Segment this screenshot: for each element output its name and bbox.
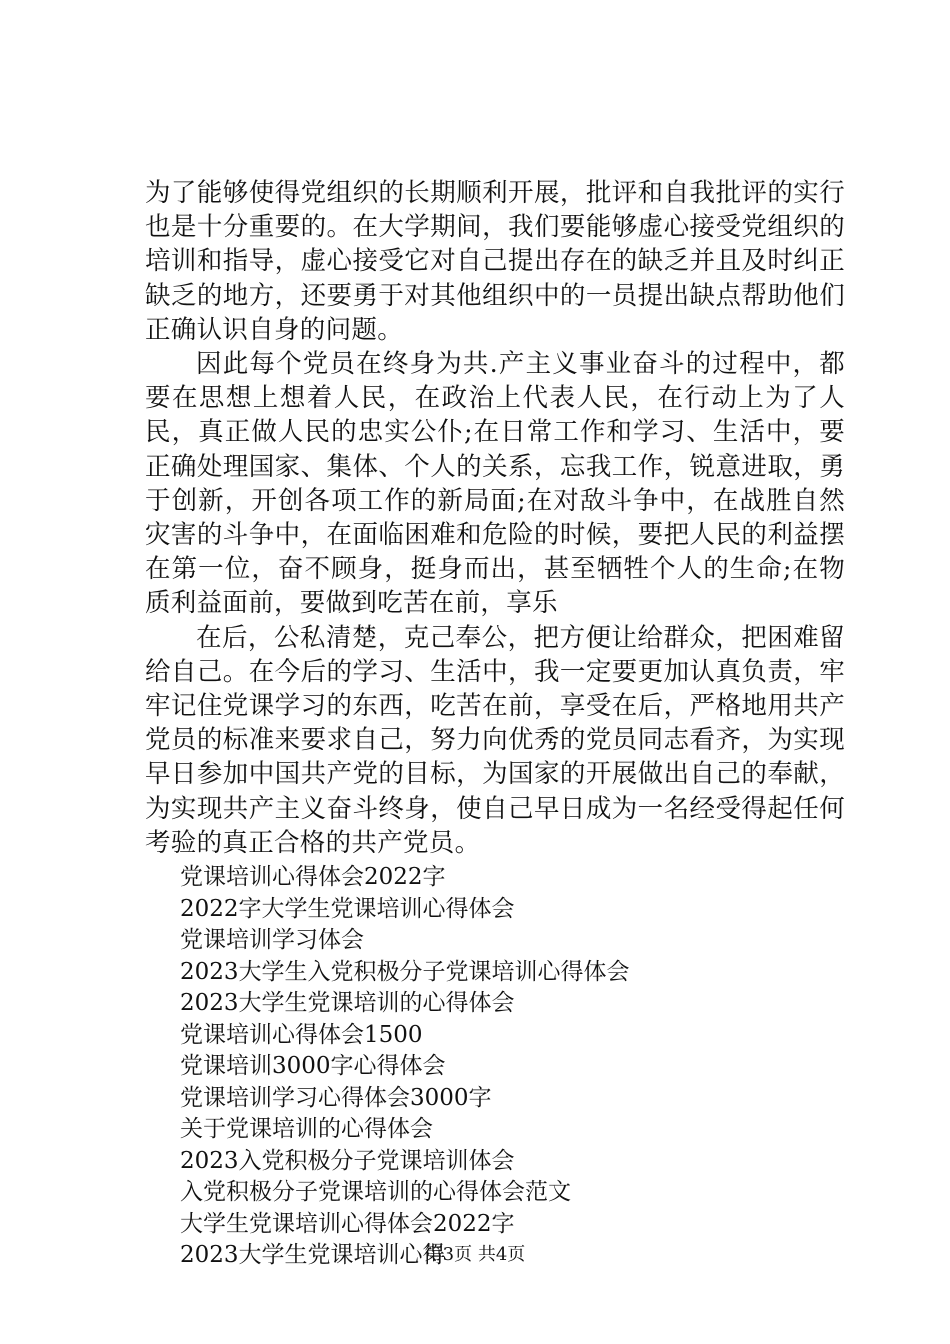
paragraph-1: 为了能够使得党组织的长期顺利开展，批评和自我批评的实行也是十分重要的。在大学期间，我们要能够虚心接受党组织的培训和指导，虚心接受它对自己提出存在的缺乏并且及时纠正缺乏的地方，还要勇于对其他组织中的一员提出缺点帮助他们正确认识自身的问题。 [145,178,845,345]
list-item: 2023大学生入党积极分子党课培训心得体会 [180,958,630,985]
list-item: 党课培训3000字心得体会 [180,1053,446,1080]
list-item: 党课培训心得体会2022字 [180,864,446,891]
document-body [145,176,845,1272]
list-item: 党课培训学习体会 [180,927,364,954]
list-item: 2022字大学生党课培训心得体会 [180,895,515,922]
related-titles-list [145,862,845,1272]
list-item: 入党积极分子党课培训的心得体会范文 [180,1179,571,1206]
list-item: 党课培训心得体会1500 [180,1021,423,1048]
list-item: 2023大学生党课培训的心得体会 [180,990,515,1017]
list-item: 大学生党课培训心得体会2022字 [180,1210,515,1237]
paragraph-3: 在后，公私清楚，克己奉公，把方便让给群众，把困难留给自己。在今后的学习、生活中，我一定要更加认真负责，牢牢记住党课学习的东西，吃苦在前，享受在后，严格地用共产党员的标准来要求自己，努力向优秀的党员同志看齐，为实现早日参加中国共产党的目标，为国家的开展做出自己的奉献，为实现共产主义奋斗终身，使自己早日成为一名经受得起任何考验的真正合格的共产党员。 [145,622,845,858]
page-number-footer: 第3页 共4页 [424,1244,526,1265]
list-item: 2023入党积极分子党课培训体会 [180,1147,515,1174]
list-item: 党课培训学习心得体会3000字 [180,1084,492,1111]
list-item: 2023大学生党课培训心得 [180,1242,446,1269]
list-item: 关于党课培训的心得体会 [180,1116,433,1143]
paragraph-2: 因此每个党员在终身为共.产主义事业奋斗的过程中，都要在思想上想着人民，在政治上代表人民，在行动上为了人民，真正做人民的忠实公仆;在日常工作和学习、生活中，要正确处理国家、集体、个人的关系，忘我工作，锐意进取，勇于创新，开创各项工作的新局面;在对敌斗争中，在战胜自然灾害的斗争中，在面临困难和危险的时候，要把人民的利益摆在第一位，奋不顾身，挺身而出，甚至牺牲个人的生命;在物质利益面前，要做到吃苦在前，享乐 [145,349,845,619]
